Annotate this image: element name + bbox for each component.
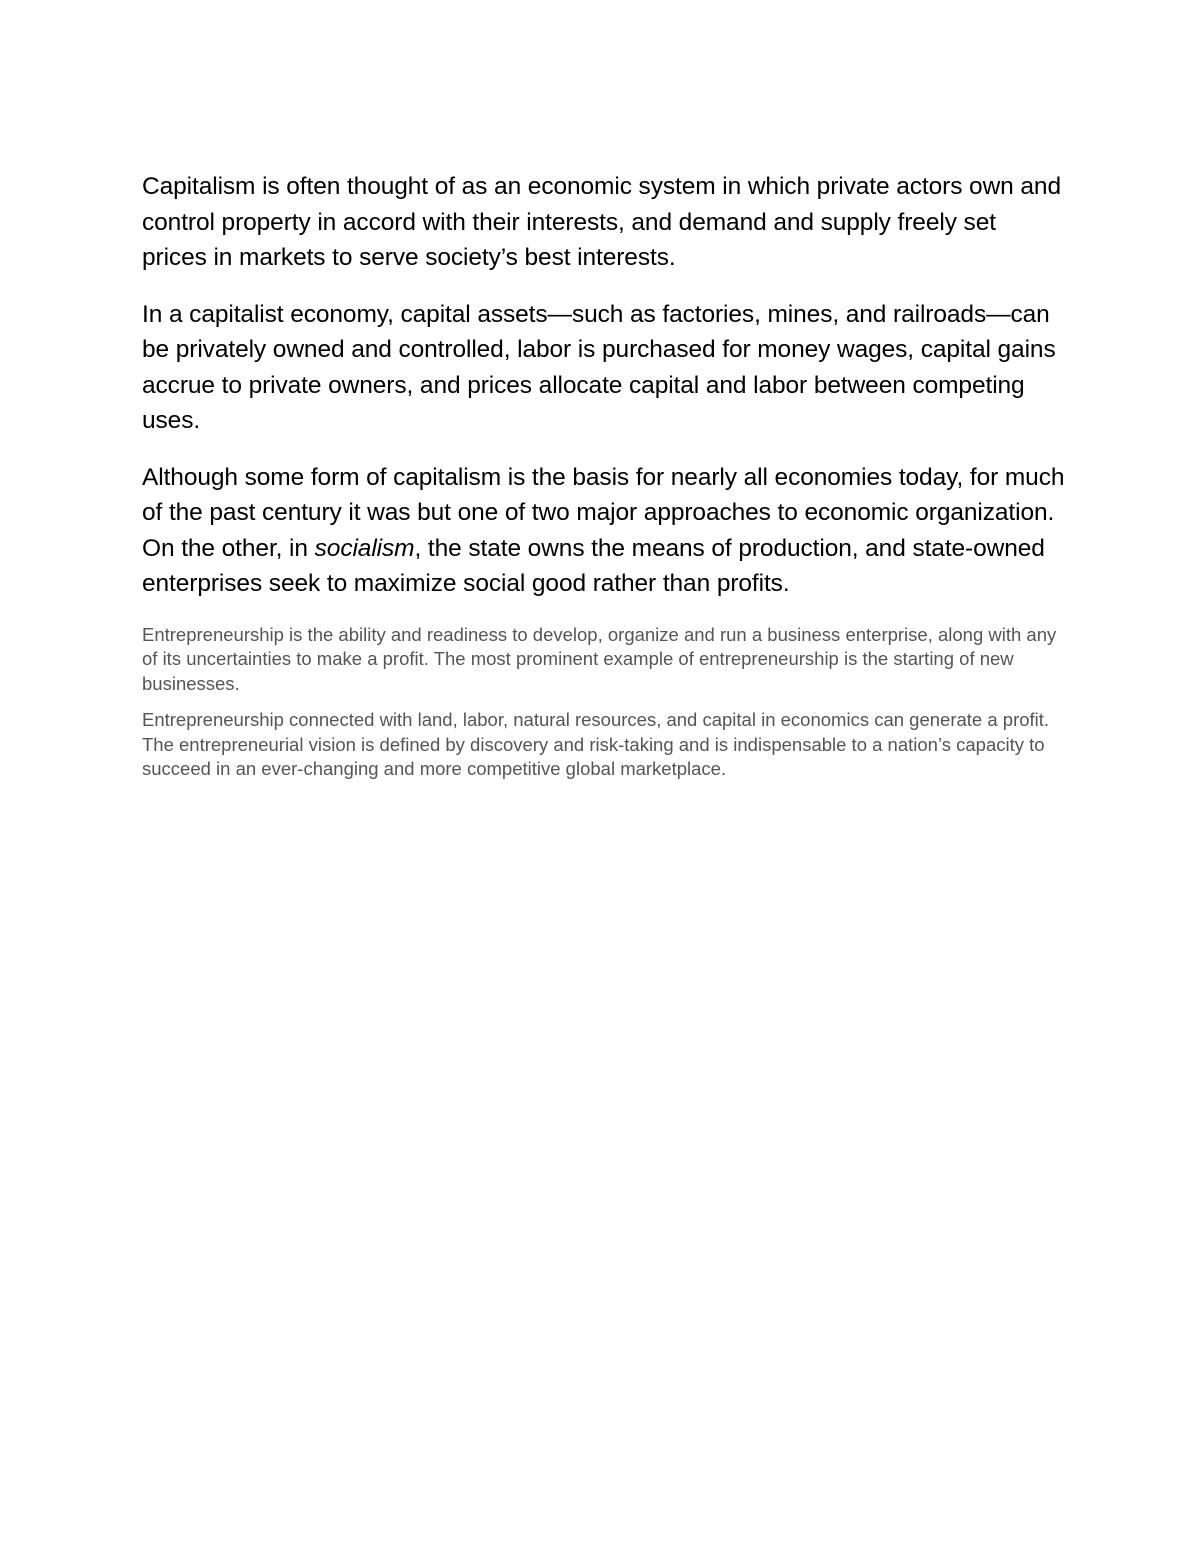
paragraph-entrepreneurship-definition: Entrepreneurship is the ability and readiness to develop, organize and run a business enterprise, along with any of its uncertainties to make a profit. The most prominent example of entrepreneurship is the starting of new businesses. bbox=[142, 623, 1057, 694]
emphasis-socialism: socialism bbox=[314, 534, 415, 562]
document-body bbox=[142, 169, 1067, 794]
paragraph-text-before: Although some form of capitalism is the basis for nearly all economies today, for much of the past century it was but one of two major approaches to economic organization. On the other, in bbox=[142, 463, 1065, 562]
paragraph-entrepreneurship-economics: Entrepreneurship connected with land, labor, natural resources, and capital in economics can generate a profit. The entrepreneurial vision is defined by discovery and risk-taking and is indispensable to a nation’s capacity to succeed in an ever-changing and more competitive global marketplace. bbox=[142, 709, 1050, 779]
paragraph-capitalist-economy: In a capitalist economy, capital assets—such as factories, mines, and railroads—can be privately owned and controlled, labor is purchased for money wages, capital gains accrue to private owners, and prices allocate capital and labor between competing uses. bbox=[142, 300, 1056, 434]
paragraph-capitalism-vs-socialism bbox=[142, 460, 1067, 602]
paragraph-text-after: , the state owns the means of production, and state-owned enterprises seek to maximize social good rather than profits. bbox=[142, 534, 1045, 597]
paragraph-capitalism-definition: Capitalism is often thought of as an economic system in which private actors own and control property in accord with their interests, and demand and supply freely set prices in markets to serve society’s best interests. bbox=[142, 173, 1061, 271]
